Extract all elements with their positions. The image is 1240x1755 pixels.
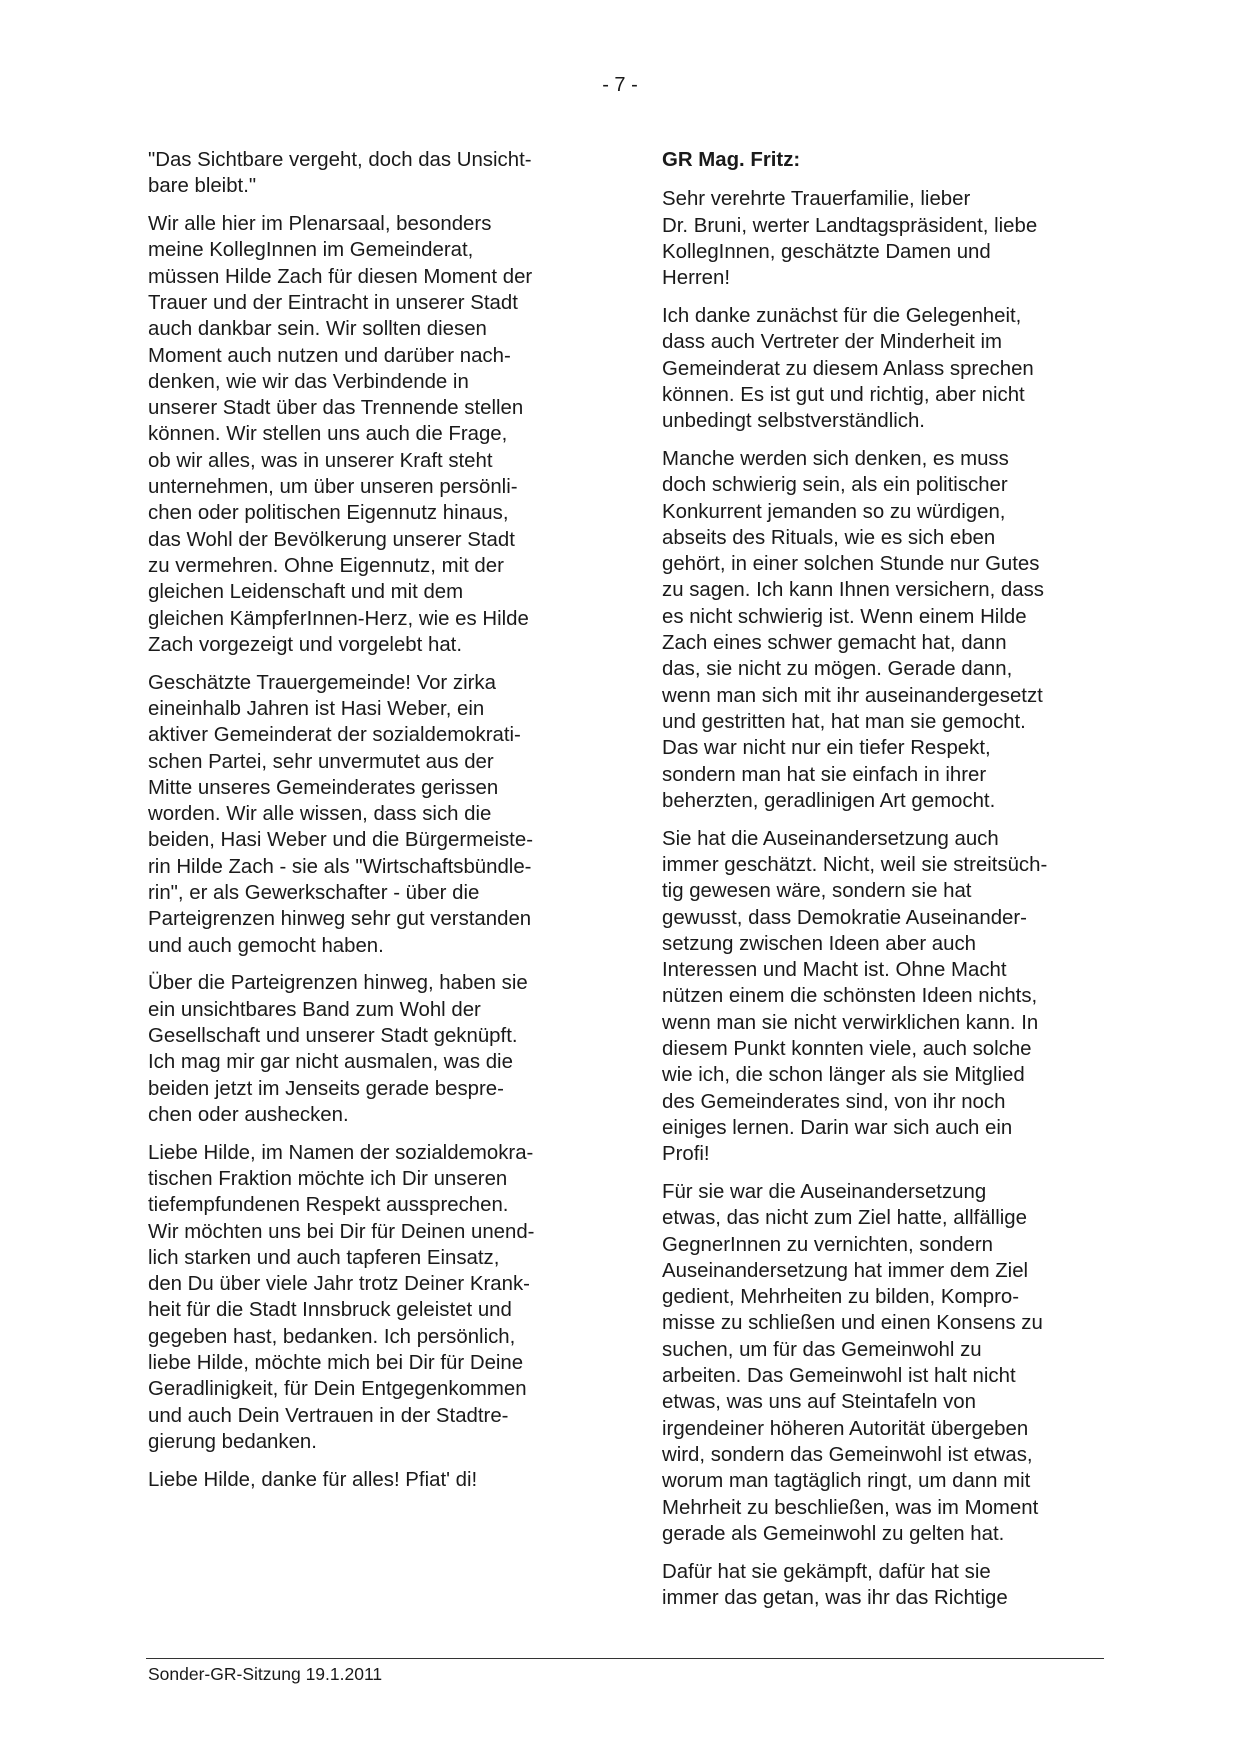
paragraph: Geschätzte Trauergemeinde! Vor zirka eineinhalb Jahren ist Hasi Weber, ein aktiver Gemeinderat der sozialdemokrati- schen Partei, sehr unvermutet aus der Mitte unseres Gemeinderates gerissen worden. Wir alle wissen, dass sich die beiden, Hasi Weber und die Bürgermeiste- rin Hilde Zach - sie als "Wirtschaftsbündle- rin", er als Gewerkschafter - über die Parteigrenzen hinweg sehr gut verstanden und auch gemocht haben. xyxy=(148,671,533,957)
paragraph: Über die Parteigrenzen hinweg, haben sie ein unsichtbares Band zum Wohl der Gesellschaft und unserer Stadt geknüpft. Ich mag mir gar nicht ausmalen, was die beiden jetzt im Jenseits gerade bespre- chen oder aushecken. xyxy=(148,972,528,1126)
paragraph: Dafür hat sie gekämpft, dafür hat sie immer das getan, was ihr das Richtige xyxy=(662,1560,1008,1609)
paragraph: "Das Sichtbare vergeht, doch das Unsicht- bare bleibt." xyxy=(148,149,532,198)
paragraph: Wir alle hier im Plenarsaal, besonders meine KollegInnen im Gemeinderat, müssen Hilde Zach für diesen Moment der Trauer und der Eintracht in unserer Stadt auch dankbar sein. Wir sollten diesen Moment auch nutzen und darüber nach- denken, wie wir das Verbindende in unserer Stadt über das Trennende stellen können. Wir stellen uns auch die Frage, ob wir alles, was in unserer Kraft steht unternehmen, um über unseren persönli- chen oder politischen Eigennutz hinaus, das Wohl der Bevölkerung unserer Stadt zu vermehren. Ohne Eigennutz, mit der gleichen Leidenschaft und mit dem gleichen KämpferInnen-Herz, wie es Hilde Zach vorgezeigt und vorgelebt hat. xyxy=(148,213,533,656)
paragraph: Sie hat die Auseinandersetzung auch immer geschätzt. Nicht, weil sie streitsüch- tig gewesen wäre, sondern sie hat gewusst, dass Demokratie Auseinander- setzung zwischen Ideen aber auch Interessen und Macht ist. Ohne Macht nützen einem die schönsten Ideen nichts, wenn man sie nicht verwirklichen kann. In diesem Punkt konnten viele, auch solche wie ich, die schon länger als sie Mitglied des Gemeinderates sind, von ihr noch einiges lernen. Darin war sich auch ein Profi! xyxy=(662,827,1048,1166)
footer-text: Sonder-GR-Sitzung 19.1.2011 xyxy=(148,1664,383,1684)
left-column xyxy=(148,147,588,1505)
right-column xyxy=(662,147,1104,1623)
paragraph: Liebe Hilde, im Namen der sozialdemokra- tischen Fraktion möchte ich Dir unseren tiefempfundenen Respekt aussprechen. Wir möchten uns bei Dir für Deinen unend- lich starken und auch tapferen Einsatz, den Du über viele Jahr trotz Deiner Krank- heit für die Stadt Innsbruck geleistet und gegeben hast, bedanken. Ich persönlich, liebe Hilde, möchte mich bei Dir für Deine Geradlinigkeit, für Dein Entgegenkommen und auch Dein Vertrauen in der Stadtre- gierung bedanken. xyxy=(148,1141,535,1453)
page-number: - 7 - xyxy=(602,74,638,96)
paragraph: Manche werden sich denken, es muss doch schwierig sein, als ein politischer Konkurrent jemanden so zu würdigen, abseits des Rituals, wie es sich eben gehört, in einer solchen Stunde nur Gutes zu sagen. Ich kann Ihnen versichern, dass es nicht schwierig ist. Wenn einem Hilde Zach eines schwer gemacht hat, dann das, sie nicht zu mögen. Gerade dann, wenn man sich mit ihr auseinandergesetzt und gestritten hat, hat man sie gemocht. Das war nicht nur ein tiefer Respekt, sondern man hat sie einfach in ihrer beherzten, geradlinigen Art gemocht. xyxy=(662,447,1044,812)
paragraph: Für sie war die Auseinandersetzung etwas, das nicht zum Ziel hatte, allfällige GegnerInnen zu vernichten, sondern Auseinandersetzung hat immer dem Ziel gedient, Mehrheiten zu bilden, Kompro- misse zu schließen und einen Konsens zu suchen, um für das Gemeinwohl zu arbeiten. Das Gemeinwohl ist halt nicht etwas, was uns auf Steintafeln von irgendeiner höheren Autorität übergeben wird, sondern das Gemeinwohl ist etwas, worum man tagtäglich ringt, um dann mit Mehrheit zu beschließen, was im Moment gerade als Gemeinwohl zu gelten hat. xyxy=(662,1180,1043,1545)
paragraph: Ich danke zunächst für die Gelegenheit, dass auch Vertreter der Minderheit im Gemeinderat zu diesem Anlass sprechen können. Es ist gut und richtig, aber nicht unbedingt selbstverständlich. xyxy=(662,304,1034,433)
speaker-heading: GR Mag. Fritz: xyxy=(662,149,801,171)
paragraph: Liebe Hilde, danke für alles! Pfiat' di! xyxy=(148,1468,478,1491)
footer-divider xyxy=(146,1658,1104,1659)
paragraph: Sehr verehrte Trauerfamilie, lieber Dr. Bruni, werter Landtagspräsident, liebe KollegInnen, geschätzte Damen und Herren! xyxy=(662,188,1038,290)
